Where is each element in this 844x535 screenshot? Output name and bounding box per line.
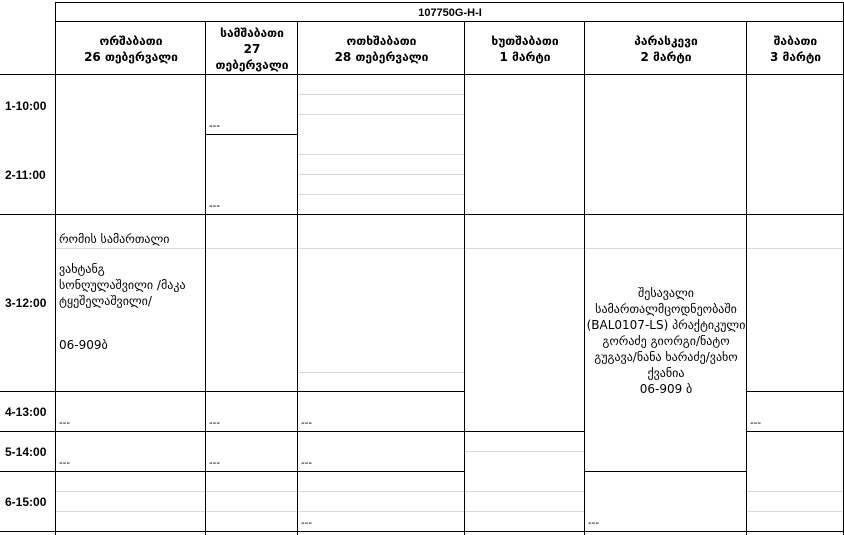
lesson-room: 06-909 ბ xyxy=(639,382,693,396)
day-header-thursday xyxy=(465,22,585,75)
empty-marker: --- xyxy=(588,517,599,529)
lesson-teachers: ქვანია xyxy=(647,366,685,380)
day-name: პარასკევი xyxy=(634,33,698,48)
day-name: შაბათი xyxy=(773,33,818,48)
group-code-header xyxy=(56,3,844,22)
time-slot-3: 3-12:00 xyxy=(5,296,47,310)
empty-marker: --- xyxy=(209,200,220,212)
day-date: 26 თებერვალი xyxy=(84,49,178,64)
empty-marker: --- xyxy=(301,457,312,469)
lesson-room: 06-909ბ xyxy=(59,338,108,352)
lesson-monday[interactable] xyxy=(59,231,206,353)
empty-marker: --- xyxy=(209,417,220,429)
lesson-title: სამართალმცოდნეობაში xyxy=(595,302,737,316)
day-header-tuesday xyxy=(206,22,298,75)
lesson-teacher: სონღულაშვილი /მაკა xyxy=(59,278,186,292)
empty-marker: --- xyxy=(301,517,312,529)
day-name: ხუთშაბათი xyxy=(491,33,559,48)
time-slot-6: 6-15:00 xyxy=(5,495,47,509)
day-date-number: 27 xyxy=(243,41,261,56)
grid-line xyxy=(746,22,747,535)
lesson-teachers: გორაძე გიორგი/ნატო xyxy=(602,334,730,348)
day-date: 2 მარტი xyxy=(640,49,692,64)
grid-line xyxy=(0,391,465,392)
grid-line xyxy=(0,471,465,472)
day-name: ოთხშაბათი xyxy=(346,33,417,48)
day-date: 3 მარტი xyxy=(769,49,822,64)
grid-line xyxy=(205,134,298,135)
group-code: 107750G-H-I xyxy=(418,6,482,19)
empty-marker: --- xyxy=(59,417,70,429)
day-date: 28 თებერვალი xyxy=(334,49,429,64)
day-name: სამშაბათი xyxy=(220,25,284,40)
time-slot-5: 5-14:00 xyxy=(5,445,47,459)
grid-line xyxy=(0,531,844,532)
grid-line xyxy=(0,214,844,215)
grid-line xyxy=(584,22,585,535)
empty-marker: --- xyxy=(750,417,761,429)
time-slot-4: 4-13:00 xyxy=(5,405,47,419)
grid-line xyxy=(0,74,844,75)
lesson-teachers: გუგავა/ნანა ხარაძე/ვახო xyxy=(594,350,738,364)
grid-line xyxy=(464,22,465,535)
time-slot-2: 2-11:00 xyxy=(5,168,46,182)
empty-marker: --- xyxy=(209,120,220,132)
grid-line xyxy=(0,431,585,432)
grid-line xyxy=(55,2,844,3)
grid-line xyxy=(55,3,56,535)
day-name: ორშაბათი xyxy=(99,33,163,48)
grid-line xyxy=(746,431,844,432)
grid-line xyxy=(55,21,844,22)
empty-marker: --- xyxy=(59,457,70,469)
time-slot-1: 1-10:00 xyxy=(5,99,47,113)
lesson-subject: რომის სამართალი xyxy=(59,232,170,246)
empty-marker: --- xyxy=(301,417,312,429)
lesson-teacher: ტყეშელაშვილი/ xyxy=(59,294,152,308)
grid-line xyxy=(584,471,747,472)
grid-line xyxy=(746,391,844,392)
lesson-friday[interactable] xyxy=(585,285,747,397)
day-header-monday xyxy=(56,22,206,75)
grid-line xyxy=(205,22,206,535)
day-header-wednesday xyxy=(298,22,465,75)
day-date: 1 მარტი xyxy=(499,49,551,64)
grid-line xyxy=(297,22,298,535)
lesson-title: შესავალი xyxy=(638,286,694,300)
lesson-code: (BAL0107-LS) პრაქტიკული xyxy=(586,318,746,332)
day-header-saturday xyxy=(747,22,844,75)
day-header-friday xyxy=(585,22,747,75)
lesson-teacher: ვახტანგ xyxy=(59,262,105,276)
empty-marker: --- xyxy=(209,457,220,469)
day-date-month: თებერვალი xyxy=(215,57,289,72)
